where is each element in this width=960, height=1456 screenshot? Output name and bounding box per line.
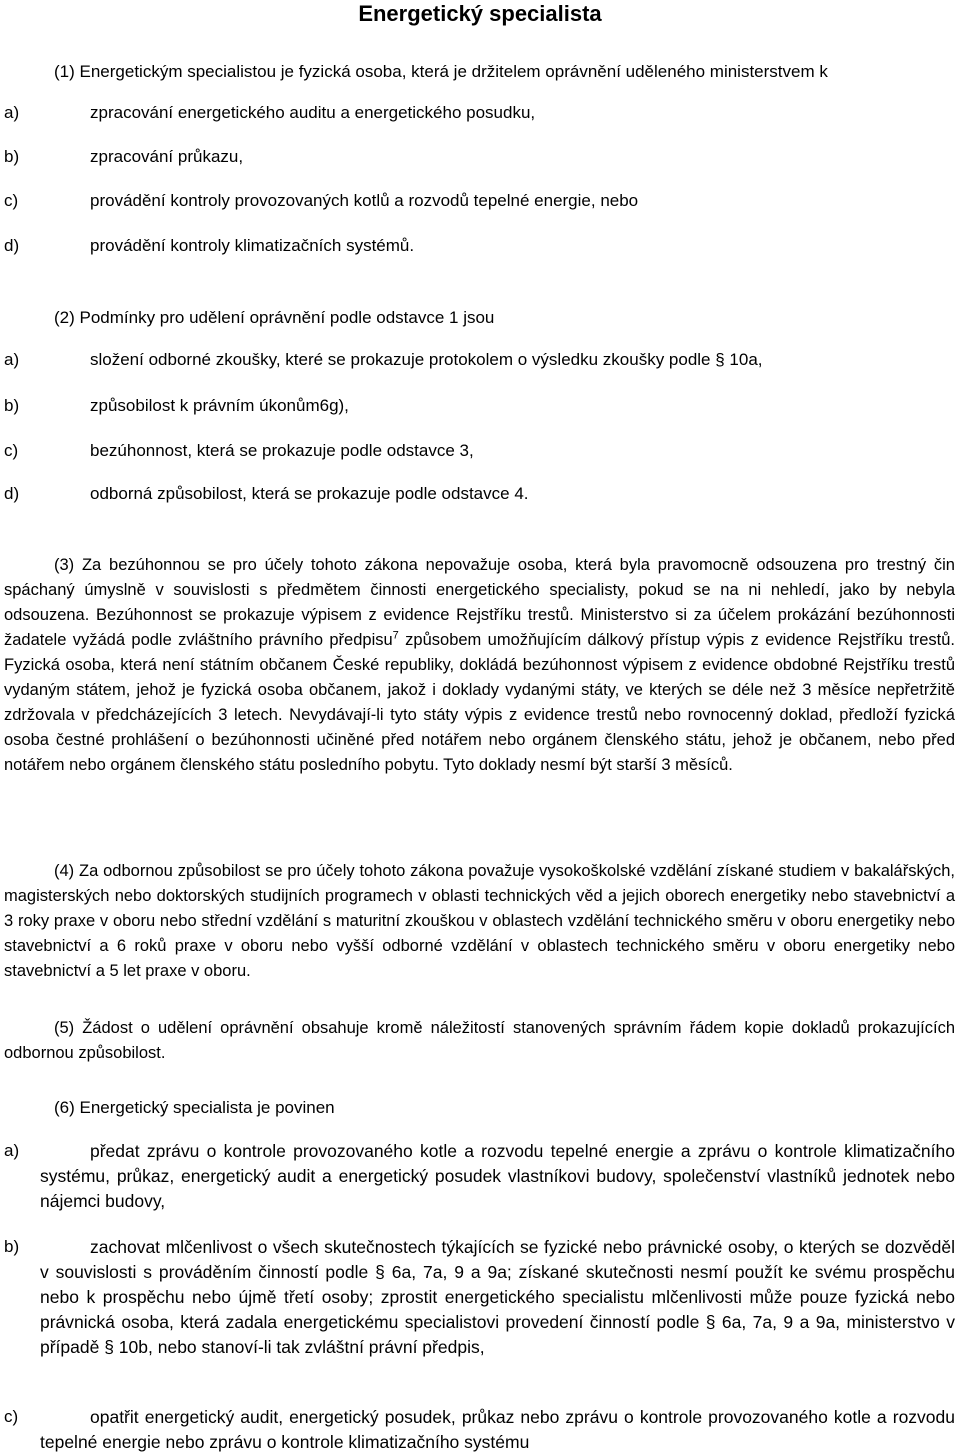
section6-item-text: zachovat mlčenlivost o všech skutečnostech týkajících se fyzické nebo právnické osoby, o kterých se dozvěděl v souvislosti s prováděním činností podle § 6a, 7a, 9 a 9a; získané skutečnosti nesmí použít ke svému prospěchu nebo k prospěchu nebo újmě třetí osoby; zprostit energetického specialistu mlčenlivosti může pouze fyzická nebo právnická osoba, která zadala energetickému specialistovi provedení činností podle § 6a, 7a, 9 a 9a, ministerstvo v případě § 10b, nebo stanoví-li tak zvláštní právní předpis, [40, 1237, 955, 1357]
section1-item-letter: c) [4, 191, 19, 210]
section2-item-letter: a) [4, 350, 20, 369]
section2-item-text: způsobilost k právním úkonům6g), [90, 396, 349, 415]
section6-item-letter: c) [4, 1407, 19, 1426]
section2-item-letter: b) [4, 396, 20, 415]
section4-paragraph: (4) Za odbornou způsobilost se pro účely tohoto zákona považuje vysokoškolské vzdělání získané studiem v bakalářských, magisterských nebo doktorských studijních programech v oblasti technických věd a jejich oborech energetiky nebo stavebnictví a 3 roky praxe v oboru nebo střední vzdělání s maturitní zkouškou v oblastech vzdělání technického směru v oboru energetiky nebo stavebnictví a 6 roků praxe v oboru nebo vyšší odborné vzdělání v oblastech technického směru v oboru energetiky nebo stavebnictví a 5 let praxe v oboru. [4, 862, 955, 980]
section2-item-text: odborná způsobilost, která se prokazuje podle odstavce 4. [90, 484, 529, 503]
section3-text-b: způsobem umožňujícím dálkový přístup výpis z evidence Rejstříku trestů. Fyzická osoba, která není státním občanem České republiky, dokládá bezúhonnost výpisem z evidence obdobné Rejstříku trestů vydaným státem, jehož je fyzická osoba občanem, jakož i doklady vydanými státy, ve kterých se déle než 3 měsíce nepřetržitě zdržovala v předcházejících 3 letech. Nevydávají-li tyto státy výpis z evidence trestů nebo rovnocenný doklad, předloží fyzická osoba čestné prohlášení o bezúhonnosti učiněné před notářem nebo orgánem členského státu, jehož je občanem, nebo před notářem nebo orgánem členského státu posledního pobytu. Tyto doklady nesmí být starší 3 měsíců. [4, 631, 955, 774]
section1-item-text: zpracování energetického auditu a energetického posudku, [90, 103, 536, 122]
section6-item-letter: b) [4, 1237, 20, 1256]
section1-item-letter: b) [4, 147, 20, 166]
section1-item-text: provádění kontroly provozovaných kotlů a rozvodů tepelné energie, nebo [90, 191, 639, 210]
section2-item-letter: d) [4, 484, 20, 503]
section6-item-text: opatřit energetický audit, energetický posudek, průkaz nebo zprávu o kontrole provozovaného kotle a rozvodu tepelné energie nebo zprávu o kontrole klimatizačního systému [40, 1407, 955, 1452]
section2-intro: (2) Podmínky pro udělení oprávnění podle odstavce 1 jsou [54, 308, 495, 327]
section2-item-text: bezúhonnost, která se prokazuje podle odstavce 3, [90, 441, 474, 460]
section5-paragraph: (5) Žádost o udělení oprávnění obsahuje kromě náležitostí stanovených správním řádem kopie dokladů prokazujících odbornou způsobilost. [4, 1019, 955, 1062]
section2-item-text: složení odborné zkoušky, které se prokazuje protokolem o výsledku zkoušky podle § 10a, [90, 350, 763, 369]
section1-item-letter: d) [4, 236, 20, 255]
section6-intro: (6) Energetický specialista je povinen [54, 1098, 335, 1117]
section1-item-text: provádění kontroly klimatizačních systémů. [90, 236, 415, 255]
footnote-ref: 7 [392, 629, 399, 642]
section6-item-text: předat zprávu o kontrole provozovaného kotle a rozvodu tepelné energie a zprávu o kontrole klimatizačního systému, průkaz, energetický audit a energetický posudek vlastníkovi budovy, společenství vlastníků jednotek nebo nájemci budovy, [40, 1141, 955, 1211]
section1-item-letter: a) [4, 103, 20, 122]
section1-intro: (1) Energetickým specialistou je fyzická osoba, která je držitelem oprávnění uděleného ministerstvem k [54, 62, 828, 81]
section1-item-text: zpracování průkazu, [90, 147, 244, 166]
document-title: Energetický specialista [358, 1, 602, 26]
section2-item-letter: c) [4, 441, 19, 460]
section3-text-a: (3) Za bezúhonnou se pro účely tohoto zákona nepovažuje osoba, která byla pravomocně odsouzena pro trestný čin spáchaný úmyslně v souvislosti s předmětem činnosti energetického specialisty, pokud se na ni nehledí, jako by nebyla odsouzena. Bezúhonnost se prokazuje výpisem z evidence Rejstříku trestů. Ministerstvo si za účelem prokázání bezúhonnosti žadatele vyžádá podle zvláštního právního předpisu [4, 556, 955, 649]
section3-paragraph [4, 553, 955, 778]
section6-item-letter: a) [4, 1141, 20, 1160]
